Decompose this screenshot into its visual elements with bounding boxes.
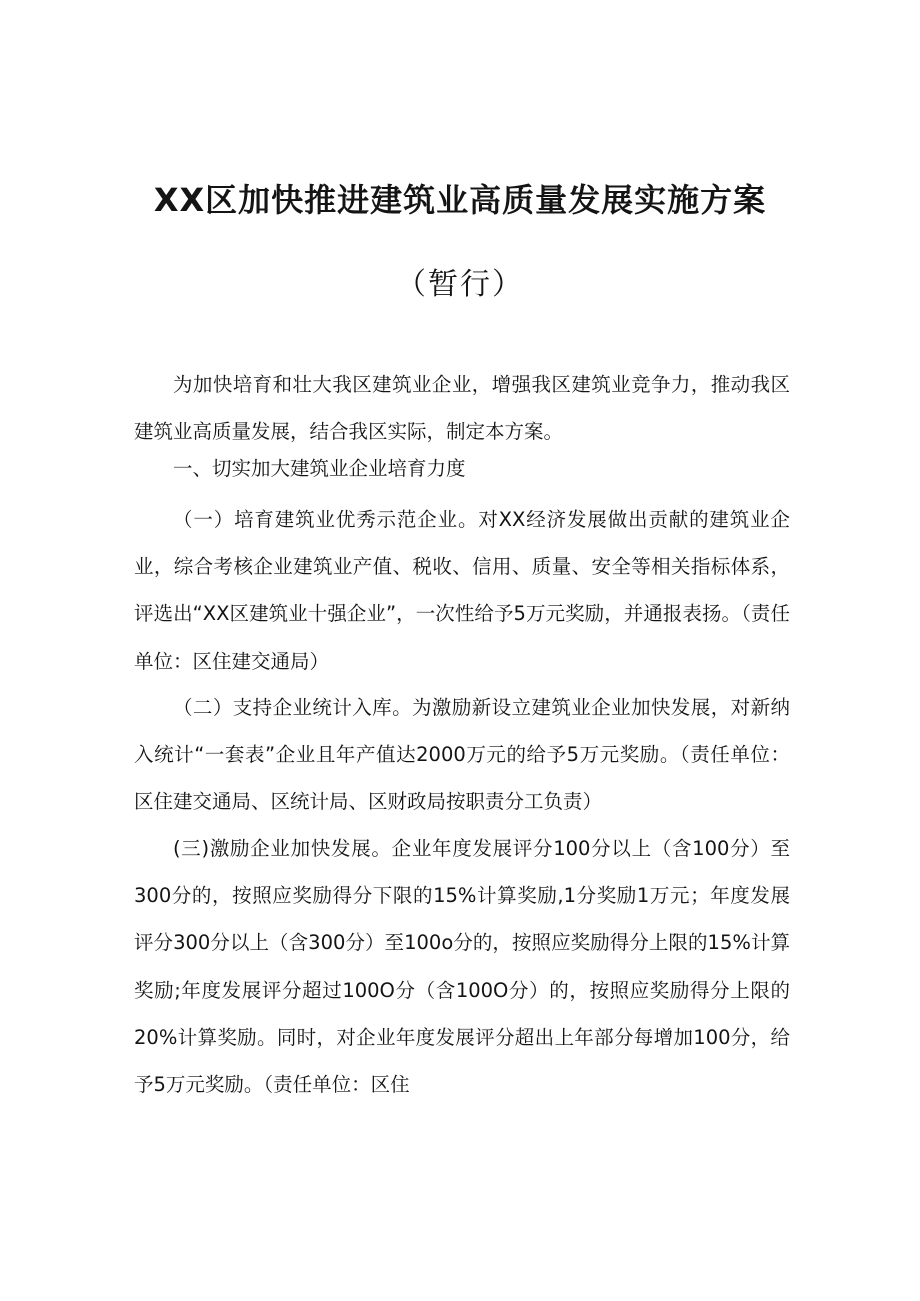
section-heading-1: 一、切实加大建筑业企业培育力度: [173, 457, 466, 480]
clause-paragraph-3: (三)激励企业加快发展。企业年度发展评分100分以上（含100分）至300分的，按照应奖励得分下限的15%计算奖励,1分奖励1万元；年度发展评分300分以上（含300分）至100o分的，按照应奖励得分上限的15%计算奖励;年度发展评分超过100O分（含100O分）的，按照应奖励得分上限的20%计算奖励。同时，对企业年度发展评分超出上年部分每增加100分，给予5万元奖励。（责任单位：区住: [134, 837, 790, 1097]
clause-paragraph-2: （二）支持企业统计入库。为激励新设立建筑业企业加快发展，对新纳入统计“一套表”企业且年产值达2000万元的给予5万元奖励。（责任单位：区住建交通局、区统计局、区财政局按职责分工负责）: [134, 696, 790, 814]
document-title: XX区加快推进建筑业高质量发展实施方案: [153, 181, 767, 219]
document-subtitle: （暂行）: [396, 267, 524, 302]
clause-paragraph-1: （一）培育建筑业优秀示范企业。对XX经济发展做出贡献的建筑业企业，综合考核企业建筑业产值、税收、信用、质量、安全等相关指标体系，评选出“XX区建筑业十强企业”，一次性给予5万元奖励，并通报表扬。（责任单位：区住建交通局）: [134, 508, 790, 673]
intro-paragraph: 为加快培育和壮大我区建筑业企业，增强我区建筑业竞争力，推动我区建筑业高质量发展，结合我区实际，制定本方案。: [134, 373, 790, 444]
